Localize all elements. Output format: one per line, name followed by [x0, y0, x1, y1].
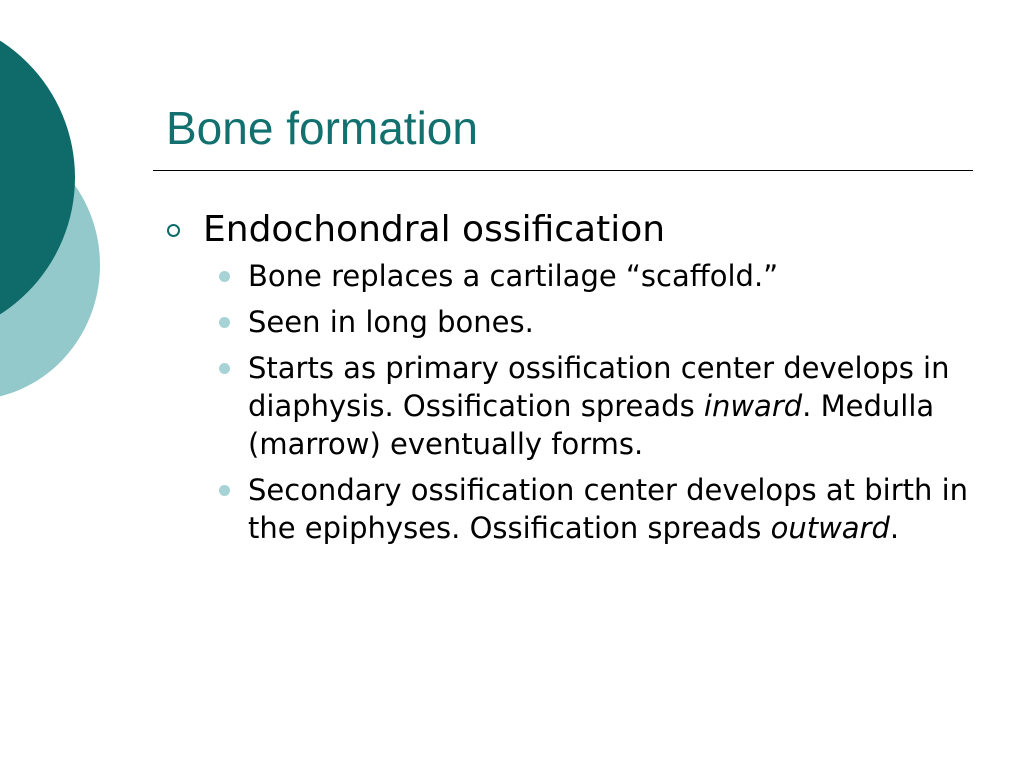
- hollow-circle-bullet-icon: [167, 224, 180, 237]
- main-bullet-text: Endochondral ossification: [203, 209, 666, 250]
- sub-bullet-text-end: .: [889, 511, 900, 545]
- sub-bullet-item: [160, 471, 970, 547]
- slide-content: [160, 205, 970, 555]
- title-divider: [153, 170, 973, 171]
- sub-bullet-item: [160, 349, 970, 463]
- sub-bullet-item: [160, 303, 970, 341]
- dot-bullet-icon: [219, 271, 230, 282]
- slide-title: Bone formation: [166, 102, 478, 154]
- main-bullet-item: [160, 205, 970, 255]
- dot-bullet-icon: [219, 363, 230, 374]
- dot-bullet-icon: [219, 485, 230, 496]
- sub-bullet-text: Seen in long bones.: [248, 305, 534, 339]
- dot-bullet-icon: [219, 317, 230, 328]
- sub-bullet-text-start: Starts as primary ossification center develops in diaphysis. Ossification spreads: [248, 351, 950, 423]
- sub-bullet-text: Bone replaces a cartilage “scaffold.”: [248, 259, 779, 293]
- sub-bullet-item: [160, 257, 970, 295]
- sub-bullet-text-start: Secondary ossification center develops at birth in the epiphyses. Ossification spreads: [248, 473, 969, 545]
- sub-bullet-list: [160, 257, 970, 547]
- sub-bullet-text-end: . Medulla (marrow) eventually forms.: [248, 389, 935, 461]
- emphasis-inward: inward: [703, 389, 803, 423]
- emphasis-outward: outward: [770, 511, 890, 545]
